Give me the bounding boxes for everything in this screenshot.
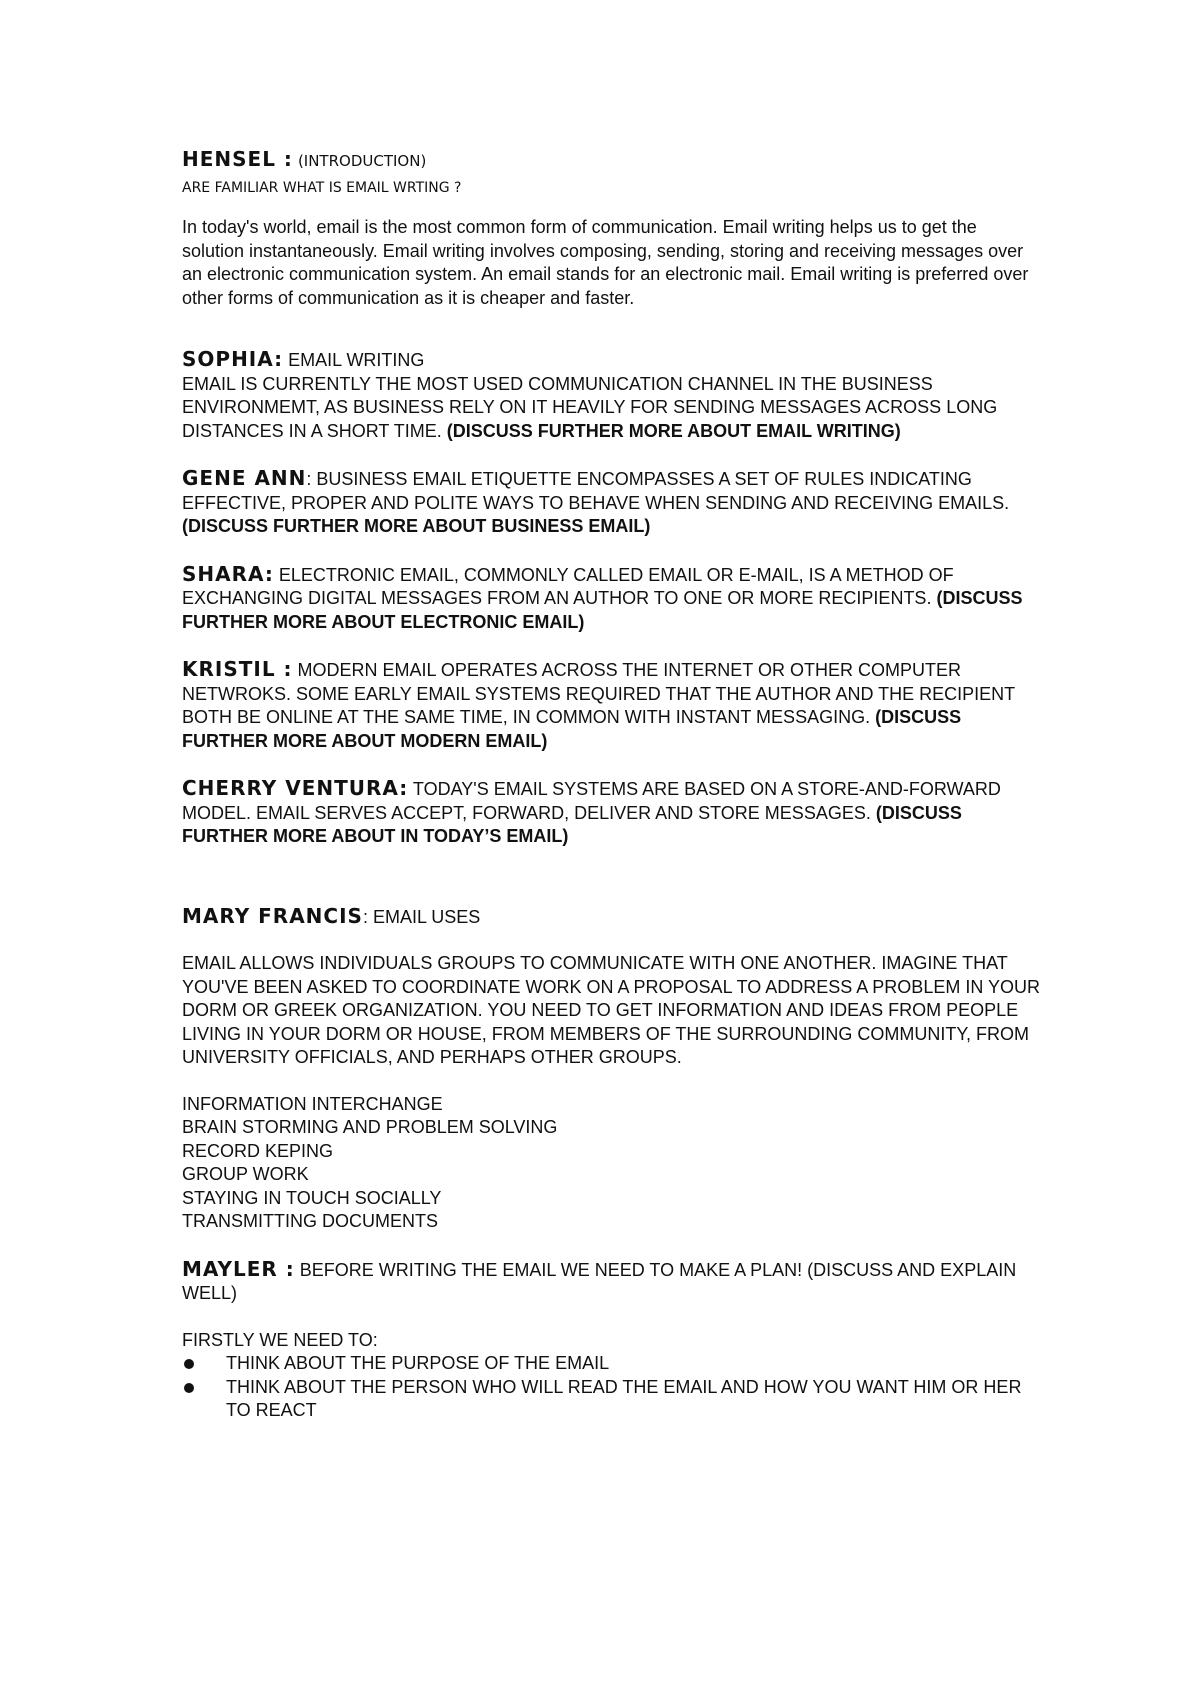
discussion-note: (DISCUSS FURTHER MORE ABOUT ELECTRONIC EMAIL)	[182, 588, 1023, 632]
bullet-icon	[184, 1383, 194, 1393]
speaker-name: HENSEL :	[182, 147, 293, 171]
kristil-body: MODERN EMAIL OPERATES ACROSS THE INTERNET OR OTHER COMPUTER NETWROKS. SOME EARLY EMAIL SYSTEMS REQUIRED THAT THE AUTHOR AND THE RECIPIENT BOTH BE ONLINE AT THE SAME TIME, IN COMMON WITH INSTANT MESSAGING.	[182, 660, 1015, 727]
section-tag: (INTRODUCTION)	[297, 152, 427, 170]
section-topic: : EMAIL USES	[362, 906, 481, 927]
section-topic: EMAIL WRITING	[283, 350, 425, 370]
section-kristil	[182, 658, 1042, 753]
list-item: INFORMATION INTERCHANGE	[182, 1093, 443, 1114]
section-gene-ann	[182, 467, 1042, 539]
speaker-name: SHARA:	[182, 561, 274, 586]
discussion-note: (DISCUSS FURTHER MORE ABOUT IN TODAY’S EMAIL)	[182, 802, 962, 846]
list-item: BRAIN STORMING AND PROBLEM SOLVING	[182, 1117, 558, 1137]
shara-body: ELECTRONIC EMAIL, COMMONLY CALLED EMAIL OR E-MAIL, IS A METHOD OF EXCHANGING DIGITAL MESSAGES FROM AN AUTHOR TO ONE OR MORE RECIPIENTS.	[182, 564, 954, 608]
list-item: THINK ABOUT THE PERSON WHO WILL READ THE EMAIL AND HOW YOU WANT HIM OR HER TO REACT	[182, 1376, 1042, 1423]
speaker-name: SOPHIA:	[182, 347, 284, 371]
discussion-note: (DISCUSS FURTHER MORE ABOUT EMAIL WRITING)	[446, 420, 901, 441]
section-mary-francis	[182, 905, 1042, 1234]
list-item: GROUP WORK	[182, 1164, 309, 1184]
document-page	[182, 148, 1042, 1423]
section-mayler	[182, 1258, 1042, 1423]
mary-body: EMAIL ALLOWS INDIVIDUALS GROUPS TO COMMUNICATE WITH ONE ANOTHER. IMAGINE THAT YOU'VE BEEN ASKED TO COORDINATE WORK ON A PROPOSAL TO ADDRESS A PROBLEM IN YOUR DORM OR GREEK ORGANIZATION. YOU NEED TO GET INFORMATION AND IDEAS FROM PEOPLE LIVING IN YOUR DORM OR HOUSE, FROM MEMBERS OF THE SURROUNDING COMMUNITY, FROM UNIVERSITY OFFICIALS, AND PERHAPS OTHER GROUPS.	[182, 953, 1041, 1067]
email-uses-list	[182, 1093, 1042, 1234]
bullet-icon	[184, 1359, 194, 1369]
speaker-name: GENE ANN	[182, 466, 307, 490]
list-item: TRANSMITTING DOCUMENTS	[182, 1211, 438, 1231]
list-item: THINK ABOUT THE PURPOSE OF THE EMAIL	[182, 1352, 1042, 1376]
discussion-note: (DISCUSS FURTHER MORE ABOUT BUSINESS EMAIL)	[182, 516, 651, 536]
list-item: STAYING IN TOUCH SOCIALLY	[182, 1187, 442, 1208]
section-sophia	[182, 348, 1042, 443]
speaker-name: KRISTIL :	[182, 657, 293, 681]
speaker-name: MAYLER :	[182, 1256, 295, 1281]
speaker-name: CHERRY VENTURA:	[182, 776, 409, 800]
section-cherry-ventura	[182, 777, 1042, 849]
section-hensel	[182, 148, 1042, 310]
plan-bullet-list	[182, 1352, 1042, 1423]
cherry-body: TODAY'S EMAIL SYSTEMS ARE BASED ON A STORE-AND-FORWARD MODEL. EMAIL SERVES ACCEPT, FORWARD, DELIVER AND STORE MESSAGES.	[182, 779, 1001, 823]
hensel-heading	[182, 148, 1042, 174]
list-item: RECORD KEPING	[182, 1140, 334, 1161]
discussion-note: (DISCUSS FURTHER MORE ABOUT MODERN EMAIL)	[182, 707, 962, 751]
intro-question: ARE FAMILIAR WHAT IS EMAIL WRTING ?	[182, 179, 462, 196]
hensel-body: In today's world, email is the most common form of communication. Email writing helps us to get the solution instantaneously. Email writing involves composing, sending, storing and receiving messages over an electronic communication system. An email stands for an electronic mail. Email writing is preferred over other forms of communication as it is cheaper and faster.	[182, 217, 1029, 308]
section-shara	[182, 563, 1042, 635]
gene-ann-body: : BUSINESS EMAIL ETIQUETTE ENCOMPASSES A SET OF RULES INDICATING EFFECTIVE, PROPER AND POLITE WAYS TO BEHAVE WHEN SENDING AND RECEIVING EMAILS.	[182, 469, 1010, 513]
mayler-body: BEFORE WRITING THE EMAIL WE NEED TO MAKE A PLAN! (DISCUSS AND EXPLAIN WELL)	[182, 1259, 1017, 1303]
speaker-name: MARY FRANCIS	[182, 903, 363, 928]
sophia-body: EMAIL IS CURRENTLY THE MOST USED COMMUNICATION CHANNEL IN THE BUSINESS ENVIRONMEMT, AS BUSINESS RELY ON IT HEAVILY FOR SENDING MESSAGES ACROSS LONG DISTANCES IN A SHORT TIME.	[182, 373, 998, 441]
mayler-intro: FIRSTLY WE NEED TO:	[182, 1329, 378, 1350]
